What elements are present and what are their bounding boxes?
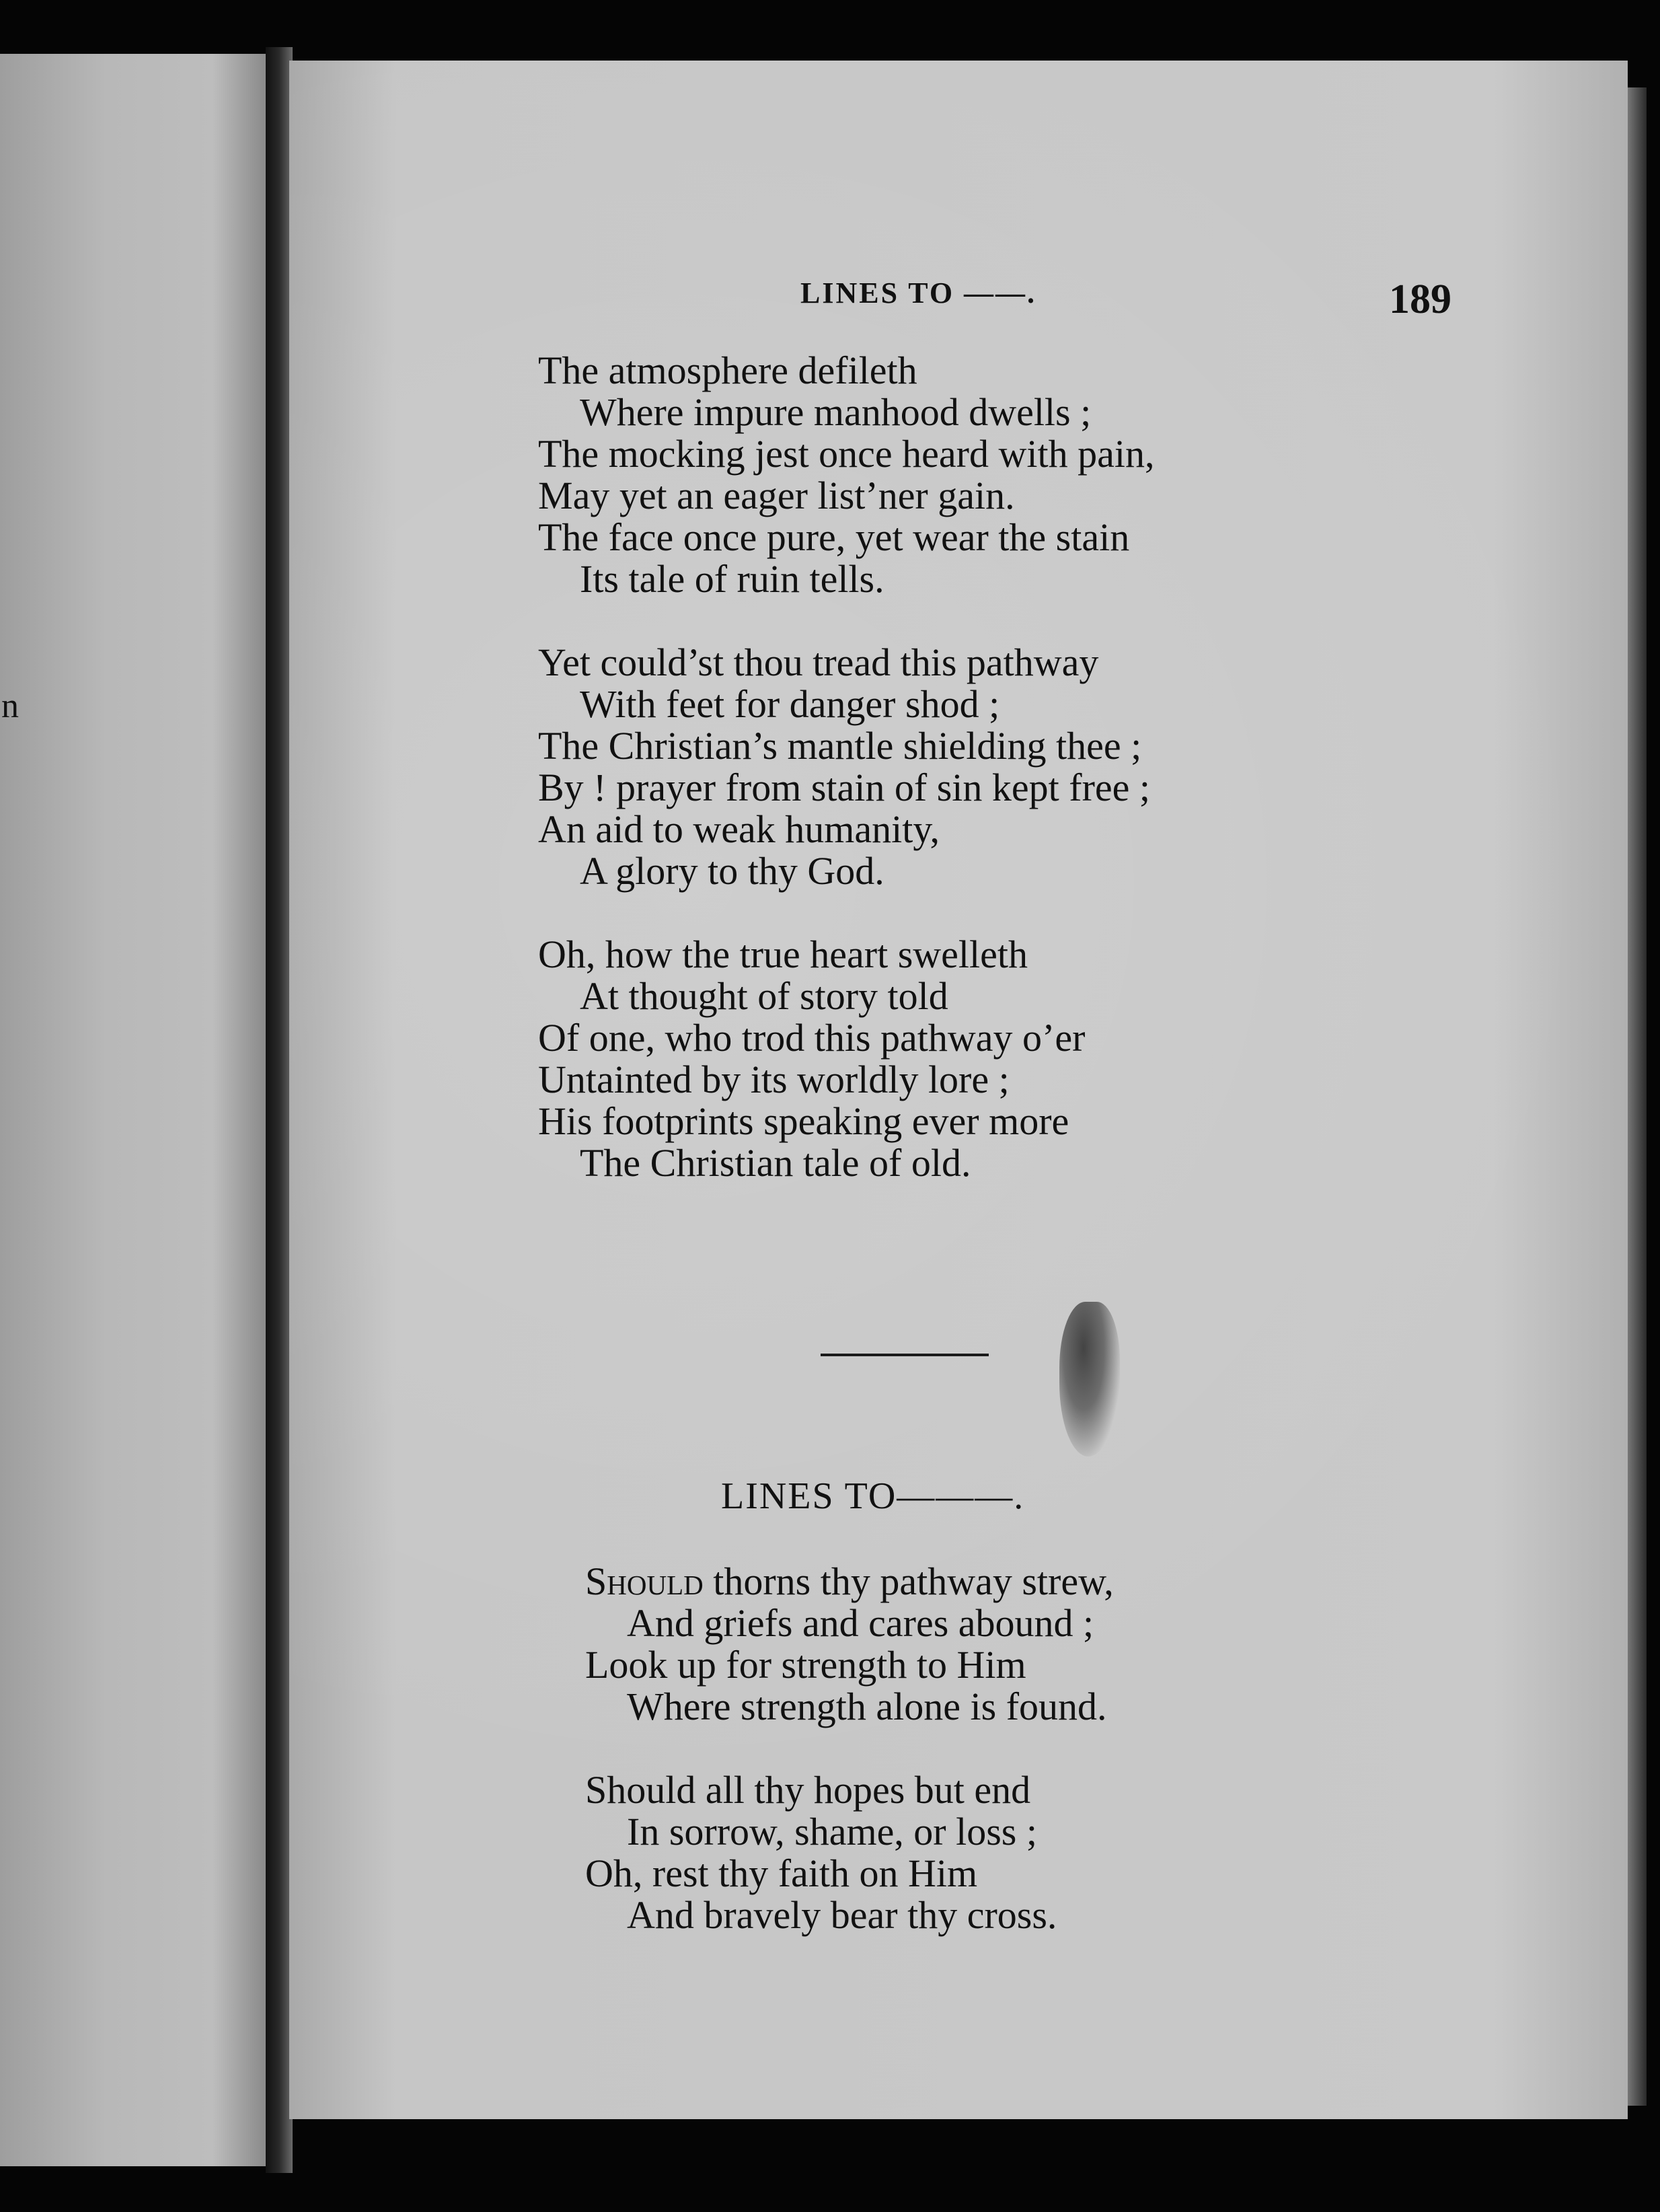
book-gutter (266, 47, 293, 2173)
verse-line: Yet could’st thou tread this pathway (538, 640, 1099, 684)
verse-line: An aid to weak humanity, (538, 807, 940, 851)
verse-line: Of one, who trod this pathway o’er (538, 1016, 1086, 1060)
stanza (538, 934, 1154, 1184)
facing-page-edge (0, 54, 266, 2166)
verse-line: Where impure manhood dwells ; (580, 390, 1092, 434)
stanza (538, 350, 1154, 600)
verse-line: The Christian’s mantle shielding thee ; (538, 724, 1142, 768)
verse-line: With feet for danger shod ; (580, 682, 1000, 726)
page-number: 189 (1389, 276, 1451, 322)
verse-line: At thought of story told (580, 974, 948, 1018)
verse-line: Look up for strength to Him (585, 1643, 1026, 1687)
first-line-rest: thorns thy pathway strew, (703, 1559, 1114, 1603)
section-divider-rule (821, 1354, 989, 1356)
stanza-gap (585, 1728, 1114, 1769)
stanza-gap (538, 600, 1154, 642)
verse-line: A glory to thy God. (580, 849, 884, 893)
verse-line: The atmosphere defileth (538, 348, 917, 392)
verse-line: The face once pure, yet wear the stain (538, 515, 1130, 559)
stanza-gap (538, 892, 1154, 934)
facing-page-fragment: n (1, 687, 19, 725)
running-head: LINES TO ——. (800, 276, 1037, 309)
stanza (585, 1561, 1114, 1728)
poem-title: LINES TO———. (721, 1475, 1025, 1517)
stanza (585, 1769, 1114, 1936)
verse-line: Its tale of ruin tells. (580, 557, 884, 601)
poem-new (585, 1561, 1114, 1936)
verse-line: Should all thy hopes but end (585, 1768, 1031, 1812)
verse-line: His footprints speaking ever more (538, 1099, 1069, 1143)
verse-line: Untainted by its worldly lore ; (538, 1058, 1010, 1101)
verse-line: And griefs and cares abound ; (627, 1601, 1094, 1645)
stanza (538, 642, 1154, 892)
verse-line: The mocking jest once heard with pain, (538, 432, 1155, 476)
poem-continued (538, 350, 1154, 1184)
verse-line: Oh, how the true heart swelleth (538, 932, 1028, 976)
verse-line: The Christian tale of old. (580, 1141, 971, 1185)
page-right-edge (1628, 87, 1647, 2106)
verse-line: Where strength alone is found. (627, 1685, 1107, 1728)
verse-line-first (585, 1561, 1114, 1602)
verse-line: Oh, rest thy faith on Him (585, 1851, 978, 1895)
first-word-small-caps: Should (585, 1559, 704, 1603)
verse-line: May yet an eager list’ner gain. (538, 474, 1015, 517)
verse-line: In sorrow, shame, or loss ; (627, 1810, 1037, 1853)
verse-line: And bravely bear thy cross. (627, 1893, 1057, 1937)
verse-line: By ! prayer from stain of sin kept free ; (538, 766, 1150, 809)
